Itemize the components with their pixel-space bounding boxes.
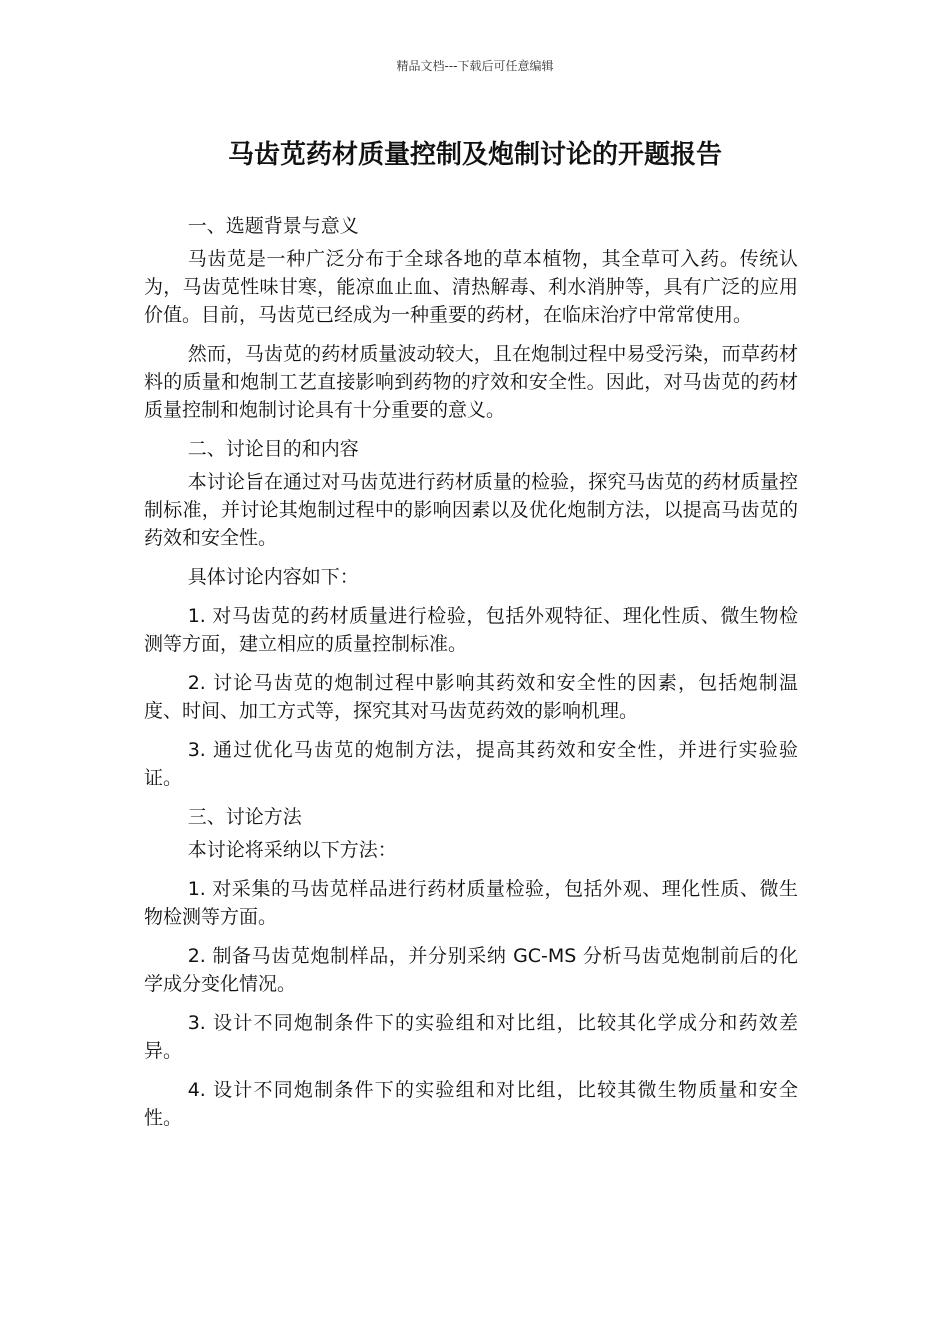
- list-item-content-2: 2. 讨论马齿苋的炮制过程中影响其药效和安全性的因素，包括炮制温度、时间、加工方式等，探究其对马齿苋药效的影响机理。: [144, 672, 798, 722]
- paragraph-background-significance: 然而，马齿苋的药材质量波动较大，且在炮制过程中易受污染，而草药材料的质量和炮制工艺直接影响到药物的疗效和安全性。因此，对马齿苋的药材质量控制和炮制讨论具有十分重要的意义。: [144, 343, 798, 421]
- list-item-method-4: 4. 设计不同炮制条件下的实验组和对比组，比较其微生物质量和安全性。: [144, 1079, 798, 1129]
- paragraph-background-intro: 马齿苋是一种广泛分布于全球各地的草本植物，其全草可入药。传统认为，马齿苋性味甘寒，能凉血止血、清热解毒、利水消肿等，具有广泛的应用价值。目前，马齿苋已经成为一种重要的药材，在临床治疗中常常使用。: [144, 248, 798, 326]
- document-title: 马齿苋药材质量控制及炮制讨论的开题报告: [227, 140, 722, 170]
- paragraph-purpose: 本讨论旨在通过对马齿苋进行药材质量的检验，探究马齿苋的药材质量控制标准，并讨论其炮制过程中的影响因素以及优化炮制方法，以提高马齿苋的药效和安全性。: [144, 471, 798, 549]
- section-heading-methods: 三、讨论方法: [187, 806, 302, 828]
- section-heading-background: 一、选题背景与意义: [187, 215, 359, 237]
- list-item-method-1: 1. 对采集的马齿苋样品进行药材质量检验，包括外观、理化性质、微生物检测等方面。: [144, 878, 798, 928]
- list-item-method-3: 3. 设计不同炮制条件下的实验组和对比组，比较其化学成分和药效差异。: [144, 1012, 798, 1062]
- list-item-content-3: 3. 通过优化马齿苋的炮制方法，提高其药效和安全性，并进行实验验证。: [144, 739, 798, 789]
- list-item-method-2: 2. 制备马齿苋炮制样品，并分别采纳 GC-MS 分析马齿苋炮制前后的化学成分变化情况。: [144, 945, 798, 995]
- list-item-content-1: 1. 对马齿苋的药材质量进行检验，包括外观特征、理化性质、微生物检测等方面，建立相应的质量控制标准。: [144, 605, 798, 655]
- paragraph-content-intro: 具体讨论内容如下：: [187, 566, 359, 588]
- paragraph-methods-intro: 本讨论将采纳以下方法：: [187, 839, 397, 861]
- document-body: [144, 212, 798, 1143]
- section-heading-purpose: 二、讨论目的和内容: [187, 438, 359, 460]
- page-header-watermark: 精品文档---下载后可任意编辑: [396, 59, 554, 73]
